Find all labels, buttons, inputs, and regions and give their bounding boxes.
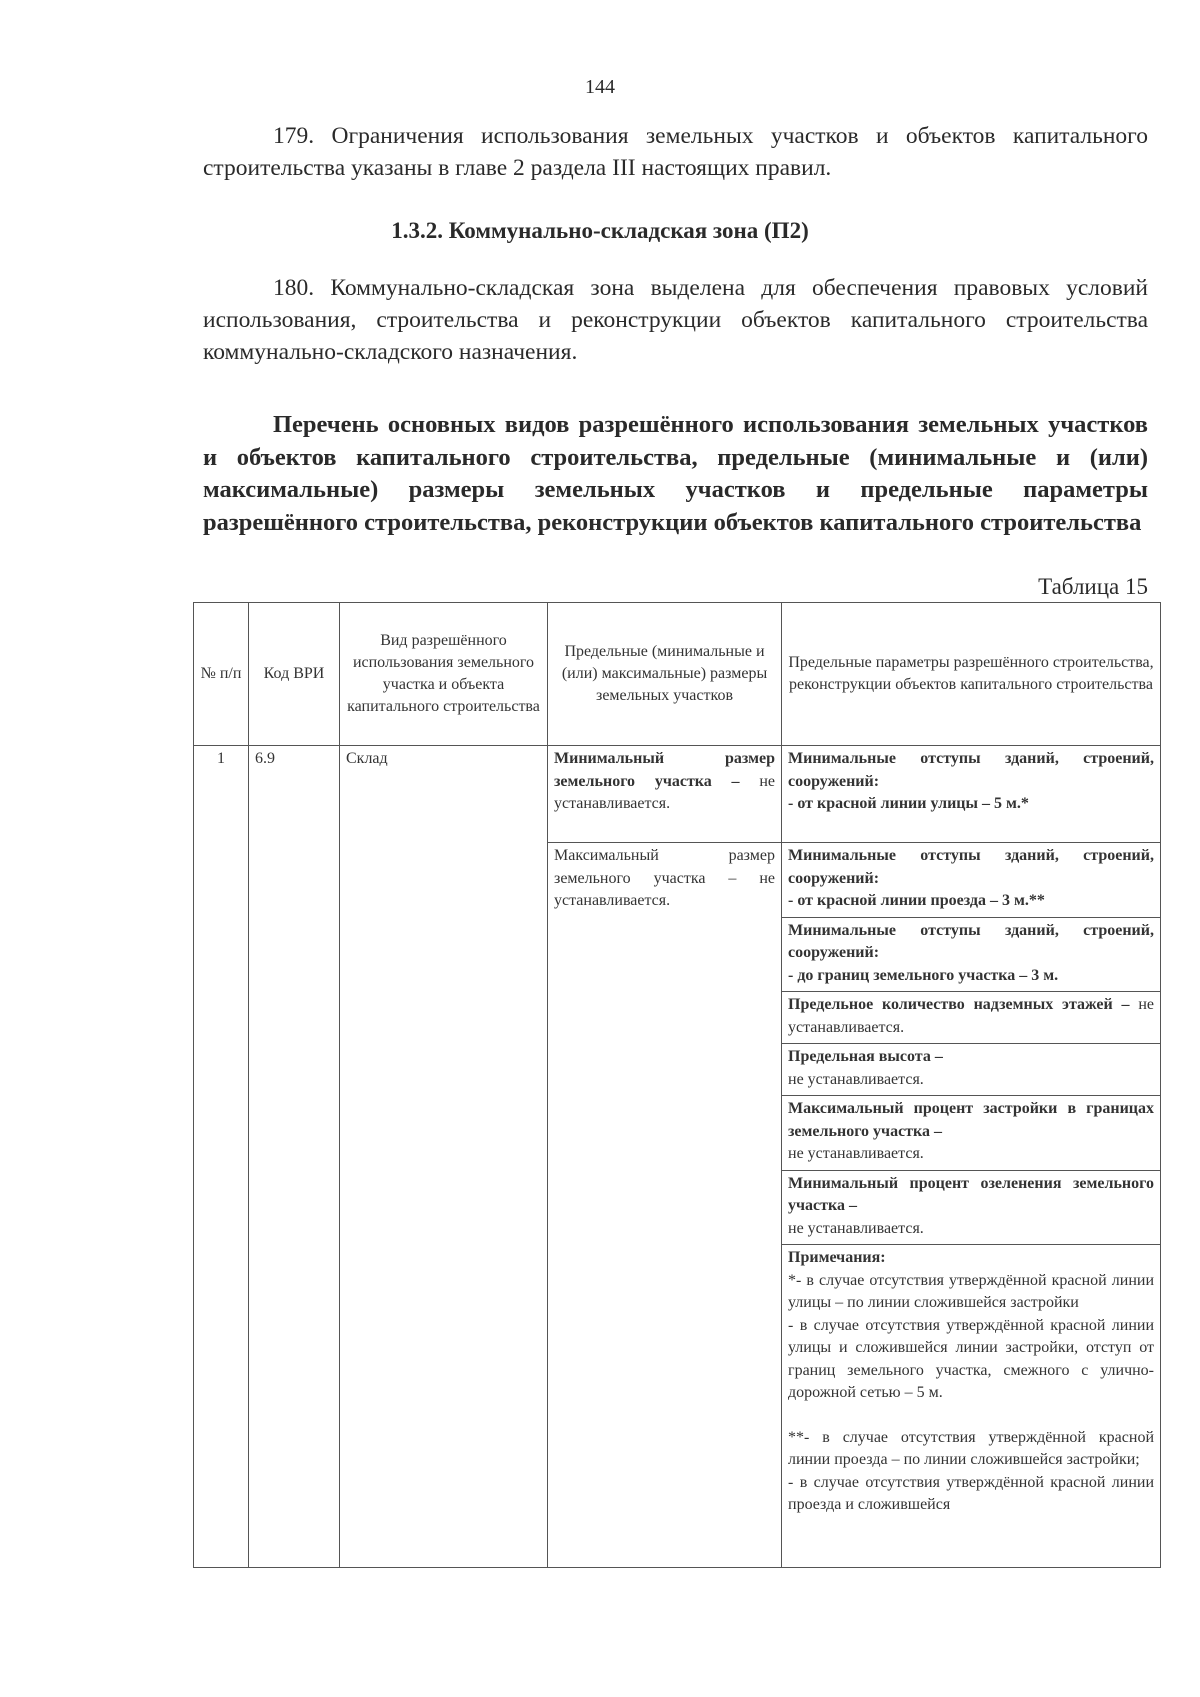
param-setback-street [782,746,1160,843]
note-2: - в случае отсутствия утверждённой красной линии улицы и сложившейся линии застройки, отступ от границ земельного участка, смежного с улично-дорожной сетью – 5 м. [788,1316,1154,1401]
param-setback-driveway [782,843,1160,918]
param-floors-value: не устанавливается. [788,996,1155,1036]
note-3: **- в случае отсутствия утверждённой красной линии проезда – по линии сложившейся застройки; [788,1428,1154,1468]
param-coverage-label: Максимальный процент застройки в границах земельного участка – [788,1100,1154,1140]
header-kind: Вид разрешённого использования земельного участка и объекта капитального строительства [340,603,548,746]
param-floors-label: Предельное количество надземных этажей – [788,996,1130,1013]
note-4: - в случае отсутствия утверждённой красной линии проезда и сложившейся [788,1473,1154,1513]
row-code: 6.9 [249,746,340,1568]
notes-title: Примечания: [788,1249,886,1266]
param-setback-boundary [782,918,1160,993]
header-sizes: Предельные (минимальные и (или) максимальные) размеры земельных участков [548,603,782,746]
param-coverage-value: не устанавливается. [788,1145,924,1162]
param-greening-label: Минимальный процент озеленения земельного участка – [788,1174,1154,1214]
param-setback-driveway-label: Минимальные отступы зданий, строений, сооружений: [788,847,1154,887]
note-1: *- в случае отсутствия утверждённой красной линии улицы – по линии сложившейся застройки [788,1271,1154,1311]
param-setback-street-label: Минимальные отступы зданий, строений, сооружений: [788,750,1154,790]
size-max [548,843,781,917]
table-row [194,746,1161,1568]
param-floors [782,992,1160,1044]
param-setback-street-value: - от красной линии улицы – 5 м.* [788,795,1029,812]
row-num: 1 [217,750,225,767]
size-max-label: Максимальный размер земельного участка – [554,847,775,887]
header-code: Код ВРИ [249,603,340,746]
param-height [782,1044,1160,1096]
size-min [548,746,781,843]
list-title: Перечень основных видов разрешённого использования земельных участков и объектов капитального строительства, предельные (минимальные и (или) максимальные) размеры земельных участков и предельные параметры разрешённого строительства, реконструкции объектов капитального строительства [203,411,1148,536]
param-setback-driveway-value: - от красной линии проезда – 3 м.** [788,892,1045,909]
page-number: 144 [585,76,615,98]
row-num-cell [194,746,249,1568]
table-caption: Таблица 15 [1038,574,1148,599]
param-greening [782,1171,1160,1246]
size-max-value: не устанавливается. [554,869,776,909]
param-setback-boundary-label: Минимальные отступы зданий, строений, сооружений: [788,921,1154,961]
header-params: Предельные параметры разрешённого строительства, реконструкции объектов капитального строительства [782,603,1161,746]
table-header-row [194,603,1161,746]
notes [782,1245,1160,1521]
section-heading: 1.3.2. Коммунально-складская зона (П2) [391,218,809,243]
row-params-cell [782,746,1161,1568]
row-sizes-cell [548,746,782,1568]
header-num: № п/п [194,603,249,746]
param-height-label: Предельная высота – [788,1048,943,1065]
size-min-value: не устанавливается. [554,772,776,812]
param-coverage [782,1096,1160,1171]
size-min-label: Минимальный размер земельного участка – [554,750,775,790]
param-greening-value: не устанавливается. [788,1219,924,1237]
row-kind: Склад [340,746,548,1568]
param-height-value: не устанавливается. [788,1070,924,1088]
paragraph-179: 179. Ограничения использования земельных участков и объектов капитального строительства указаны в главе 2 раздела III настоящих правил. [203,123,1148,181]
zoning-table [193,602,1161,1568]
paragraph-180: 180. Коммунально-складская зона выделена для обеспечения правовых условий использования, строительства и реконструкции объектов капитального строительства коммунально-складского назначения. [203,275,1148,365]
param-setback-boundary-value: - до границ земельного участка – 3 м. [788,966,1059,984]
